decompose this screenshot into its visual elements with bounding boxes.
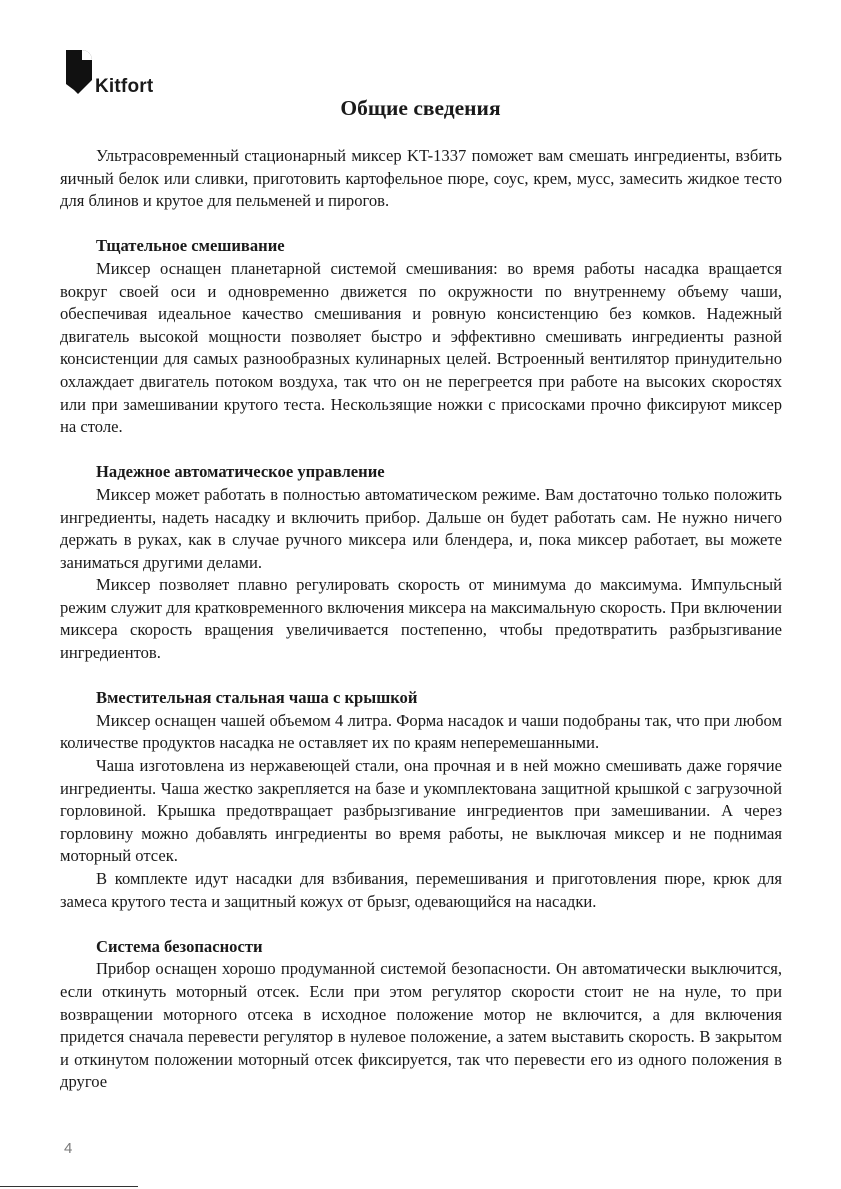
section-safety — [60, 936, 782, 1094]
paragraph: Миксер оснащен чашей объемом 4 литра. Форма насадок и чаши подобраны так, что при любом количестве продуктов насадка не оставляет их по краям неперемешанными. — [60, 710, 782, 753]
section-bowl — [60, 687, 782, 913]
paragraph: Чаша изготовлена из нержавеющей стали, она прочная и в ней можно смешивать даже горячие ингредиенты. Чаша жестко закрепляется на базе и укомплектована защитной крышкой с загрузочной горловиной. Крышка предотвращает разбрызгивание ингредиентов при замешивании. А через горловину можно добавлять ингредиенты во время работы, не выключая миксер и не поднимая моторный отсек. — [60, 756, 782, 866]
section-heading: Вместительная стальная чаша с крышкой — [96, 688, 418, 708]
paragraph: Миксер может работать в полностью автоматическом режиме. Вам достаточно только положить ингредиенты, надеть насадку и включить прибор. Дальше он будет работать сам. Не нужно ничего держать в руках, как в случае ручного миксера или блендера, и, пока миксер работает, вы можете заниматься другими делами. — [60, 484, 782, 572]
footer-divider — [0, 1186, 138, 1187]
kitfort-logo-icon — [66, 50, 92, 96]
section-heading: Система безопасности — [96, 936, 263, 956]
brand-name: Kitfort — [95, 76, 154, 97]
paragraph: Миксер позволяет плавно регулировать скорость от минимума до максимума. Импульсный режим служит для кратковременного включения миксера на максимальную скорость. При включении миксера скорость вращения увеличивается постепенно, чтобы предотвратить разбрызгивание ингредиентов. — [60, 575, 782, 663]
document-body — [60, 145, 782, 1094]
section-heading: Тщательное смешивание — [96, 236, 285, 256]
paragraph: Миксер оснащен планетарной системой смешивания: во время работы насадка вращается вокруг своей оси и одновременно движется по окружности по внутреннему объему чаши, обеспечивая идеальное качество смешивания и ровную консистенцию без комков. Надежный двигатель высокой мощности позволяет быстро и эффективно смешивать ингредиенты разной консистенции для самых разнообразных кулинарных целей. Встроенный вентилятор принудительно охлаждает двигатель потоком воздуха, так что он не перегреется при работе на высоких скоростях или при замешивании крутого теста. Нескользящие ножки с присосками прочно фиксируют миксер на столе. — [60, 258, 782, 437]
section-mixing — [60, 235, 782, 438]
intro-paragraph: Ультрасовременный стационарный миксер KT-1337 поможет вам смешать ингредиенты, взбить яичный белок или сливки, приготовить картофельное пюре, соус, крем, мусс, замесить жидкое тесто для блинов и крутое для пельменей и пирогов. — [60, 146, 782, 211]
page-title: Общие сведения — [340, 96, 501, 120]
paragraph: В комплекте идут насадки для взбивания, перемешивания и приготовления пюре, крюк для замеса крутого теста и защитный кожух от брызг, одевающийся на насадки. — [60, 869, 782, 911]
section-control — [60, 461, 782, 664]
page-number: 4 — [64, 1140, 73, 1157]
paragraph: Прибор оснащен хорошо продуманной системой безопасности. Он автоматически выключится, если откинуть моторный отсек. Если при этом регулятор скорости стоит не на нуле, то при возвращении моторного отсека в исходное положение мотор не включится, а для включения придется сначала перевести регулятор в нулевое положение, а затем выставить скорость. В закрытом и откинутом положении моторный отсек фиксируется, так что перевести его из одного положения в другое — [60, 959, 782, 1092]
section-heading: Надежное автоматическое управление — [96, 462, 385, 482]
brand-logo — [66, 50, 186, 100]
